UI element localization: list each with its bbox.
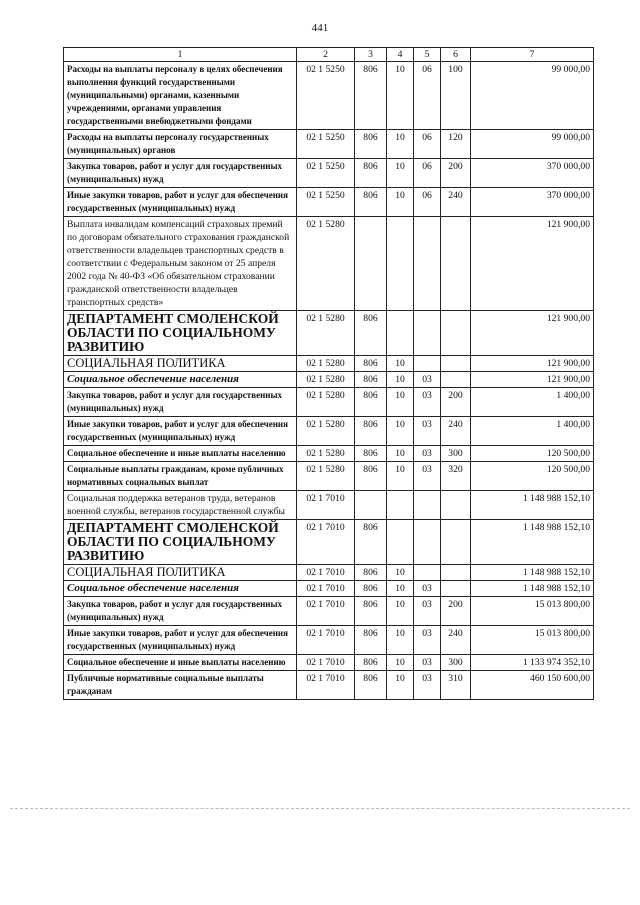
cell-name: ДЕПАРТАМЕНТ СМОЛЕНСКОЙ ОБЛАСТИ ПО СОЦИАЛЬНОМУ РАЗВИТИЮ [64, 311, 297, 356]
cell-admin-code: 806 [355, 446, 387, 462]
cell-admin-code: 806 [355, 417, 387, 446]
cell-section: 10 [387, 565, 414, 581]
cell-expense-type: 240 [441, 188, 471, 217]
cell-target-article: 02 1 7010 [297, 581, 355, 597]
cell-expense-type: 300 [441, 655, 471, 671]
cell-expense-type: 200 [441, 388, 471, 417]
cell-name: Социальное обеспечение и иные выплаты населению [64, 655, 297, 671]
cell-subsection: 03 [414, 626, 441, 655]
cell-subsection [414, 217, 441, 311]
cell-name: ДЕПАРТАМЕНТ СМОЛЕНСКОЙ ОБЛАСТИ ПО СОЦИАЛЬНОМУ РАЗВИТИЮ [64, 520, 297, 565]
cell-admin-code: 806 [355, 655, 387, 671]
cell-name: Закупка товаров, работ и услуг для государственных (муниципальных) нужд [64, 388, 297, 417]
cell-target-article: 02 1 7010 [297, 671, 355, 700]
cell-expense-type [441, 520, 471, 565]
cell-name: Публичные нормативные социальные выплаты гражданам [64, 671, 297, 700]
cell-section: 10 [387, 130, 414, 159]
cell-amount: 1 400,00 [471, 417, 594, 446]
cell-admin-code: 806 [355, 597, 387, 626]
cell-target-article: 02 1 5250 [297, 130, 355, 159]
cell-amount: 120 500,00 [471, 462, 594, 491]
cell-target-article: 02 1 7010 [297, 520, 355, 565]
cell-name: СОЦИАЛЬНАЯ ПОЛИТИКА [64, 356, 297, 372]
cell-target-article: 02 1 7010 [297, 597, 355, 626]
cell-admin-code: 806 [355, 388, 387, 417]
cell-expense-type [441, 581, 471, 597]
cell-amount: 15 013 800,00 [471, 597, 594, 626]
cell-section: 10 [387, 356, 414, 372]
table-row [64, 62, 594, 130]
cell-admin-code: 806 [355, 581, 387, 597]
table-row [64, 565, 594, 581]
cell-expense-type: 320 [441, 462, 471, 491]
cell-admin-code: 806 [355, 372, 387, 388]
cell-section: 10 [387, 159, 414, 188]
cell-amount: 121 900,00 [471, 311, 594, 356]
cell-name: Социальные выплаты гражданам, кроме публичных нормативных социальных выплат [64, 462, 297, 491]
table-row [64, 581, 594, 597]
cell-subsection: 03 [414, 372, 441, 388]
page-number: 441 [311, 22, 329, 34]
cell-amount: 1 148 988 152,10 [471, 520, 594, 565]
cell-amount: 370 000,00 [471, 159, 594, 188]
cell-subsection: 03 [414, 417, 441, 446]
cell-target-article: 02 1 7010 [297, 626, 355, 655]
table-row [64, 446, 594, 462]
cell-subsection [414, 491, 441, 520]
table-body [64, 62, 594, 700]
cell-expense-type: 120 [441, 130, 471, 159]
cell-subsection: 06 [414, 62, 441, 130]
cell-expense-type: 310 [441, 671, 471, 700]
cell-section: 10 [387, 388, 414, 417]
cell-expense-type: 240 [441, 417, 471, 446]
cell-section: 10 [387, 462, 414, 491]
cell-target-article: 02 1 7010 [297, 655, 355, 671]
cell-expense-type [441, 217, 471, 311]
cell-subsection: 06 [414, 159, 441, 188]
table-row [64, 671, 594, 700]
cell-section: 10 [387, 655, 414, 671]
table-row [64, 597, 594, 626]
cell-admin-code: 806 [355, 356, 387, 372]
cell-amount: 121 900,00 [471, 372, 594, 388]
cell-target-article: 02 1 5250 [297, 159, 355, 188]
cell-admin-code: 806 [355, 188, 387, 217]
cell-name: Иные закупки товаров, работ и услуг для обеспечения государственных (муниципальных) нужд [64, 188, 297, 217]
cell-name: Иные закупки товаров, работ и услуг для обеспечения государственных (муниципальных) нужд [64, 626, 297, 655]
budget-table [63, 47, 594, 700]
cell-subsection [414, 356, 441, 372]
table-row [64, 462, 594, 491]
cell-section [387, 520, 414, 565]
table-row [64, 655, 594, 671]
cell-amount: 370 000,00 [471, 188, 594, 217]
cell-expense-type [441, 565, 471, 581]
cell-amount: 99 000,00 [471, 62, 594, 130]
cell-target-article: 02 1 7010 [297, 565, 355, 581]
cell-subsection: 03 [414, 446, 441, 462]
cell-name: Иные закупки товаров, работ и услуг для обеспечения государственных (муниципальных) нужд [64, 417, 297, 446]
cell-subsection: 03 [414, 462, 441, 491]
cell-target-article: 02 1 5280 [297, 388, 355, 417]
cell-target-article: 02 1 5280 [297, 446, 355, 462]
header-col-7: 7 [471, 48, 594, 62]
table-row [64, 372, 594, 388]
cell-name: Закупка товаров, работ и услуг для государственных (муниципальных) нужд [64, 597, 297, 626]
header-col-5: 5 [414, 48, 441, 62]
cell-name: Выплата инвалидам компенсаций страховых премий по договорам обязательного страхования гражданской ответственности владельцев транспортных средств в соответствии с Федеральным законом от 25 апреля 2002 года № 40-ФЗ «Об обязательном страховании гражданской ответственности владельцев транспортных средств» [64, 217, 297, 311]
cell-amount: 1 148 988 152,10 [471, 581, 594, 597]
cell-amount: 121 900,00 [471, 217, 594, 311]
cell-target-article: 02 1 5280 [297, 372, 355, 388]
cell-amount: 1 133 974 352,10 [471, 655, 594, 671]
table-row [64, 130, 594, 159]
cell-amount: 1 148 988 152,10 [471, 565, 594, 581]
cell-target-article: 02 1 5280 [297, 311, 355, 356]
cell-section: 10 [387, 417, 414, 446]
table-row [64, 311, 594, 356]
cell-section: 10 [387, 597, 414, 626]
cell-expense-type: 200 [441, 159, 471, 188]
cell-subsection [414, 311, 441, 356]
cell-subsection: 03 [414, 671, 441, 700]
cell-admin-code: 806 [355, 671, 387, 700]
cell-expense-type [441, 491, 471, 520]
cell-name: Социальная поддержка ветеранов труда, ветеранов военной службы, ветеранов государственной службы [64, 491, 297, 520]
cell-subsection: 03 [414, 388, 441, 417]
cell-admin-code: 806 [355, 520, 387, 565]
cell-expense-type [441, 356, 471, 372]
cell-admin-code: 806 [355, 462, 387, 491]
cell-name: Закупка товаров, работ и услуг для государственных (муниципальных) нужд [64, 159, 297, 188]
header-col-4: 4 [387, 48, 414, 62]
cell-name: Расходы на выплаты персоналу в целях обеспечения выполнения функций государственными (муниципальными) органами, казенными учреждениями, органами управления государственными внебюджетными фондами [64, 62, 297, 130]
cell-subsection: 06 [414, 188, 441, 217]
cell-section: 10 [387, 626, 414, 655]
cell-expense-type [441, 372, 471, 388]
cell-name: Расходы на выплаты персоналу государственных (муниципальных) органов [64, 130, 297, 159]
cell-name: Социальное обеспечение населения [64, 372, 297, 388]
cell-amount: 1 400,00 [471, 388, 594, 417]
header-col-2: 2 [297, 48, 355, 62]
cell-admin-code: 806 [355, 311, 387, 356]
cell-admin-code [355, 491, 387, 520]
cell-target-article: 02 1 5280 [297, 217, 355, 311]
cell-subsection: 06 [414, 130, 441, 159]
header-col-3: 3 [355, 48, 387, 62]
cell-amount: 121 900,00 [471, 356, 594, 372]
cell-section [387, 491, 414, 520]
table-row [64, 626, 594, 655]
cell-admin-code: 806 [355, 62, 387, 130]
cell-target-article: 02 1 7010 [297, 491, 355, 520]
cell-section [387, 217, 414, 311]
scan-artifact-line [10, 808, 630, 809]
cell-name: Социальное обеспечение и иные выплаты населению [64, 446, 297, 462]
table-row [64, 491, 594, 520]
table-row [64, 356, 594, 372]
table-row [64, 217, 594, 311]
cell-expense-type: 300 [441, 446, 471, 462]
cell-target-article: 02 1 5280 [297, 462, 355, 491]
cell-target-article: 02 1 5280 [297, 417, 355, 446]
cell-subsection: 03 [414, 597, 441, 626]
cell-section: 10 [387, 671, 414, 700]
cell-section: 10 [387, 446, 414, 462]
table-row [64, 388, 594, 417]
cell-expense-type [441, 311, 471, 356]
table-row [64, 159, 594, 188]
cell-subsection: 03 [414, 655, 441, 671]
cell-subsection [414, 565, 441, 581]
cell-expense-type: 240 [441, 626, 471, 655]
cell-section: 10 [387, 188, 414, 217]
cell-subsection [414, 520, 441, 565]
cell-admin-code: 806 [355, 159, 387, 188]
cell-amount: 15 013 800,00 [471, 626, 594, 655]
table-row [64, 188, 594, 217]
cell-section [387, 311, 414, 356]
cell-admin-code: 806 [355, 626, 387, 655]
table-row [64, 417, 594, 446]
cell-expense-type: 100 [441, 62, 471, 130]
cell-admin-code [355, 217, 387, 311]
cell-name: СОЦИАЛЬНАЯ ПОЛИТИКА [64, 565, 297, 581]
cell-amount: 99 000,00 [471, 130, 594, 159]
cell-target-article: 02 1 5280 [297, 356, 355, 372]
header-col-6: 6 [441, 48, 471, 62]
table-header-row [64, 48, 594, 62]
cell-expense-type: 200 [441, 597, 471, 626]
cell-target-article: 02 1 5250 [297, 62, 355, 130]
cell-admin-code: 806 [355, 565, 387, 581]
cell-subsection: 03 [414, 581, 441, 597]
cell-section: 10 [387, 62, 414, 130]
cell-target-article: 02 1 5250 [297, 188, 355, 217]
cell-admin-code: 806 [355, 130, 387, 159]
cell-amount: 120 500,00 [471, 446, 594, 462]
cell-section: 10 [387, 372, 414, 388]
cell-name: Социальное обеспечение населения [64, 581, 297, 597]
table-row [64, 520, 594, 565]
header-col-1: 1 [64, 48, 297, 62]
cell-amount: 460 150 600,00 [471, 671, 594, 700]
cell-amount: 1 148 988 152,10 [471, 491, 594, 520]
cell-section: 10 [387, 581, 414, 597]
